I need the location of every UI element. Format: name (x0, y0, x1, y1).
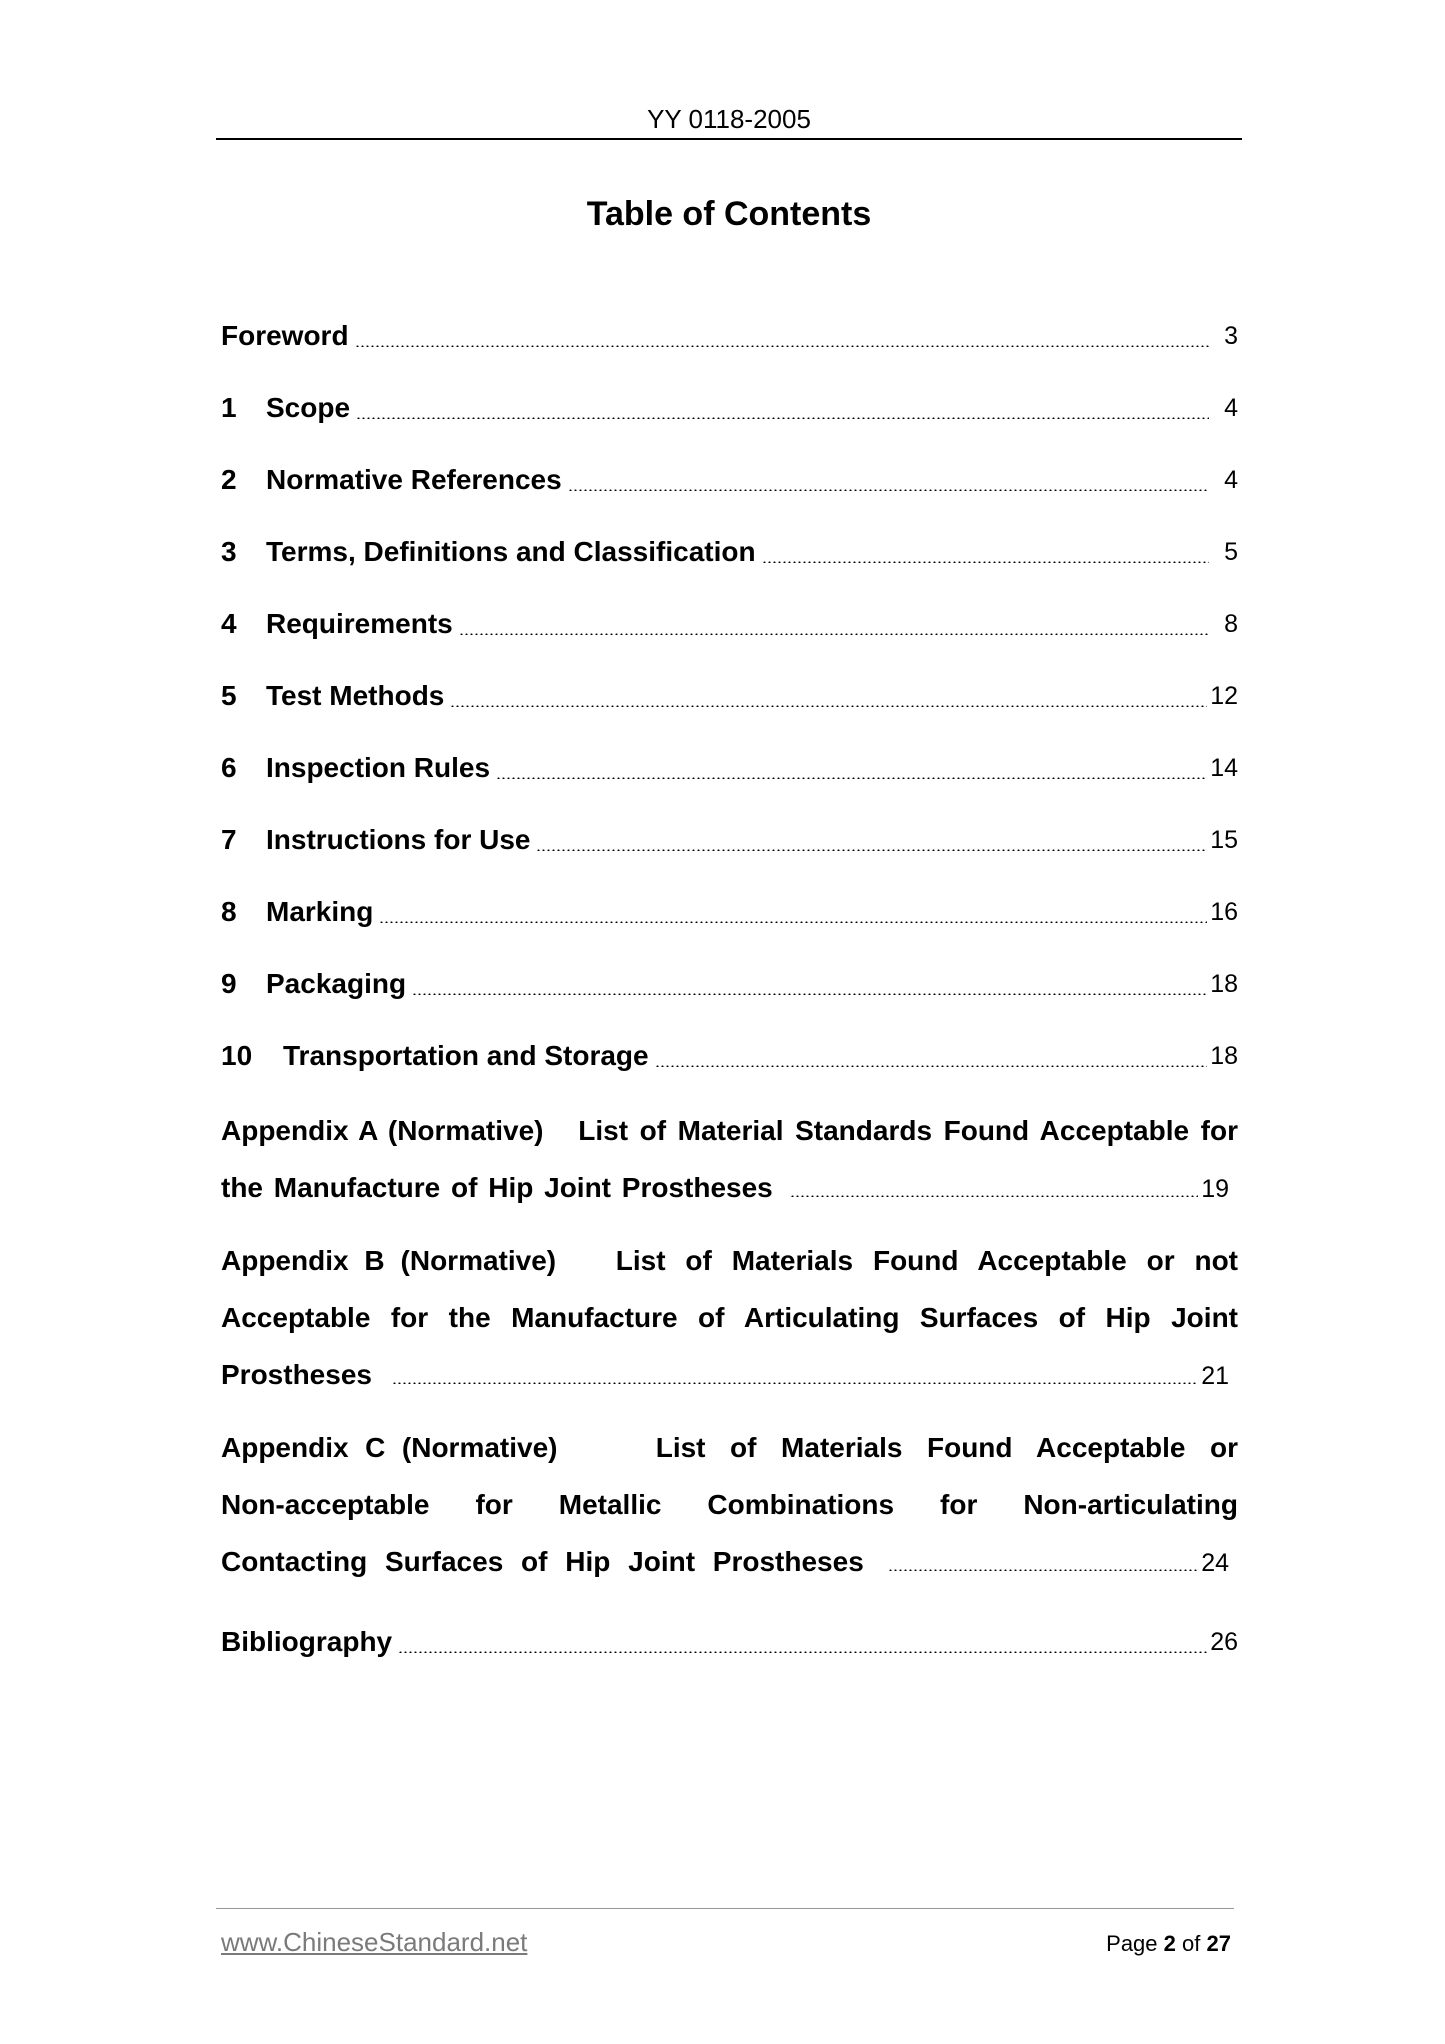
dot-leader (762, 561, 1209, 563)
toc-entry-page: 15 (1210, 825, 1238, 854)
toc-entry-number: 7 (221, 824, 237, 855)
toc-entry-bibliography[interactable] (221, 1606, 1238, 1678)
toc-entry-page: 4 (1224, 465, 1238, 494)
header-document-code: YY 0118-2005 (647, 104, 811, 134)
toc-entry-page: 19 (1201, 1175, 1229, 1203)
toc-entry-page: 21 (1201, 1362, 1229, 1390)
toc-entry-terms-definitions[interactable] (221, 516, 1238, 588)
toc-entry-page: 16 (1210, 897, 1238, 926)
toc-entry-number: 3 (221, 536, 237, 567)
toc-entry-page: 12 (1210, 681, 1238, 710)
toc-entry-title: Foreword (221, 320, 349, 351)
page-title: Table of Contents (586, 195, 872, 233)
toc-entry-title: Marking (266, 896, 374, 927)
dot-leader (790, 1195, 1199, 1197)
toc-entry-number: 8 (221, 896, 237, 927)
footer-website-link[interactable]: www.ChineseStandard.net (221, 1927, 528, 1957)
toc-entry-page: 4 (1224, 393, 1238, 422)
toc-entry-title: Inspection Rules (266, 752, 491, 783)
toc-entry-number: 5 (221, 680, 237, 711)
toc-entry-title: Test Methods (266, 680, 445, 711)
toc-entry-number: 4 (221, 608, 237, 639)
toc-entry-page: 5 (1224, 537, 1238, 566)
toc-entry-page: 3 (1224, 321, 1238, 350)
toc-entry-title: Bibliography (221, 1626, 393, 1657)
page-of: of (1182, 1931, 1201, 1956)
appendix-lead: Appendix A (Normative) (221, 1115, 544, 1146)
toc-entry-page: 26 (1210, 1627, 1238, 1656)
toc-entry-instructions-for-use[interactable] (221, 804, 1238, 876)
toc-entry-page: 18 (1210, 969, 1238, 998)
dot-leader (496, 777, 1207, 779)
page-prefix: Page (1106, 1931, 1158, 1956)
appendix-lead: Appendix C (Normative) (221, 1432, 558, 1463)
appendix-lead: Appendix B (Normative) (221, 1245, 557, 1276)
dot-leader (356, 417, 1209, 419)
toc-entry-number: 10 (221, 1040, 253, 1071)
toc-entry-number: 9 (221, 968, 237, 999)
toc-entry-number: 6 (221, 752, 237, 783)
toc-entry-page: 18 (1210, 1041, 1238, 1070)
toc-entry-appendix-c[interactable] (221, 1419, 1238, 1592)
footer-page-number (1106, 1931, 1231, 1957)
toc-entry-page: 14 (1210, 753, 1238, 782)
toc-entry-title: Terms, Definitions and Classification (266, 536, 756, 567)
toc-entry-inspection-rules[interactable] (221, 732, 1238, 804)
toc-entry-number: 1 (221, 392, 237, 423)
dot-leader (379, 921, 1207, 923)
page-total: 27 (1206, 1931, 1231, 1956)
toc-entry-title: Requirements (266, 608, 453, 639)
appendix-title: List of Materials Found Acceptable or not Acceptable for the Manufacture of Articulating Surfaces of Hip Joint Prostheses (221, 1245, 1238, 1390)
table-of-contents (221, 300, 1238, 1678)
toc-entry-scope[interactable] (221, 372, 1238, 444)
toc-entry-number: 2 (221, 464, 237, 495)
toc-entry-appendix-b[interactable] (221, 1232, 1238, 1405)
dot-leader (536, 849, 1207, 851)
dot-leader (655, 1065, 1208, 1067)
appendix-title: List of Materials Found Acceptable or Non-acceptable for Metallic Combinations for Non-articulating Contacting Surfaces of Hip Joint Prostheses (221, 1432, 1238, 1577)
dot-leader (412, 993, 1207, 995)
toc-entry-title: Packaging (266, 968, 407, 999)
toc-entry-requirements[interactable] (221, 588, 1238, 660)
header-rule (216, 138, 1242, 140)
page-current: 2 (1163, 1931, 1176, 1956)
dot-leader (355, 345, 1209, 347)
toc-entry-marking[interactable] (221, 876, 1238, 948)
toc-entry-test-methods[interactable] (221, 660, 1238, 732)
footer-rule (216, 1908, 1234, 1909)
toc-entry-normative-references[interactable] (221, 444, 1238, 516)
toc-entry-foreword[interactable] (221, 300, 1238, 372)
toc-entry-title: Instructions for Use (266, 824, 531, 855)
toc-entry-page: 24 (1201, 1549, 1229, 1577)
dot-leader (392, 1382, 1198, 1384)
dot-leader (459, 633, 1209, 635)
toc-entry-title: Normative References (266, 464, 562, 495)
toc-entry-title: Scope (266, 392, 351, 423)
dot-leader (568, 489, 1209, 491)
dot-leader (398, 1651, 1207, 1653)
appendix-title: List of Material Standards Found Acceptable for the Manufacture of Hip Joint Prostheses (221, 1115, 1238, 1203)
toc-entry-page: 8 (1224, 609, 1238, 638)
dot-leader (888, 1569, 1199, 1571)
toc-entry-appendix-a[interactable] (221, 1102, 1238, 1218)
toc-entry-packaging[interactable] (221, 948, 1238, 1020)
dot-leader (450, 705, 1207, 707)
toc-entry-transportation-storage[interactable] (221, 1020, 1238, 1092)
toc-entry-title: Transportation and Storage (283, 1040, 649, 1071)
